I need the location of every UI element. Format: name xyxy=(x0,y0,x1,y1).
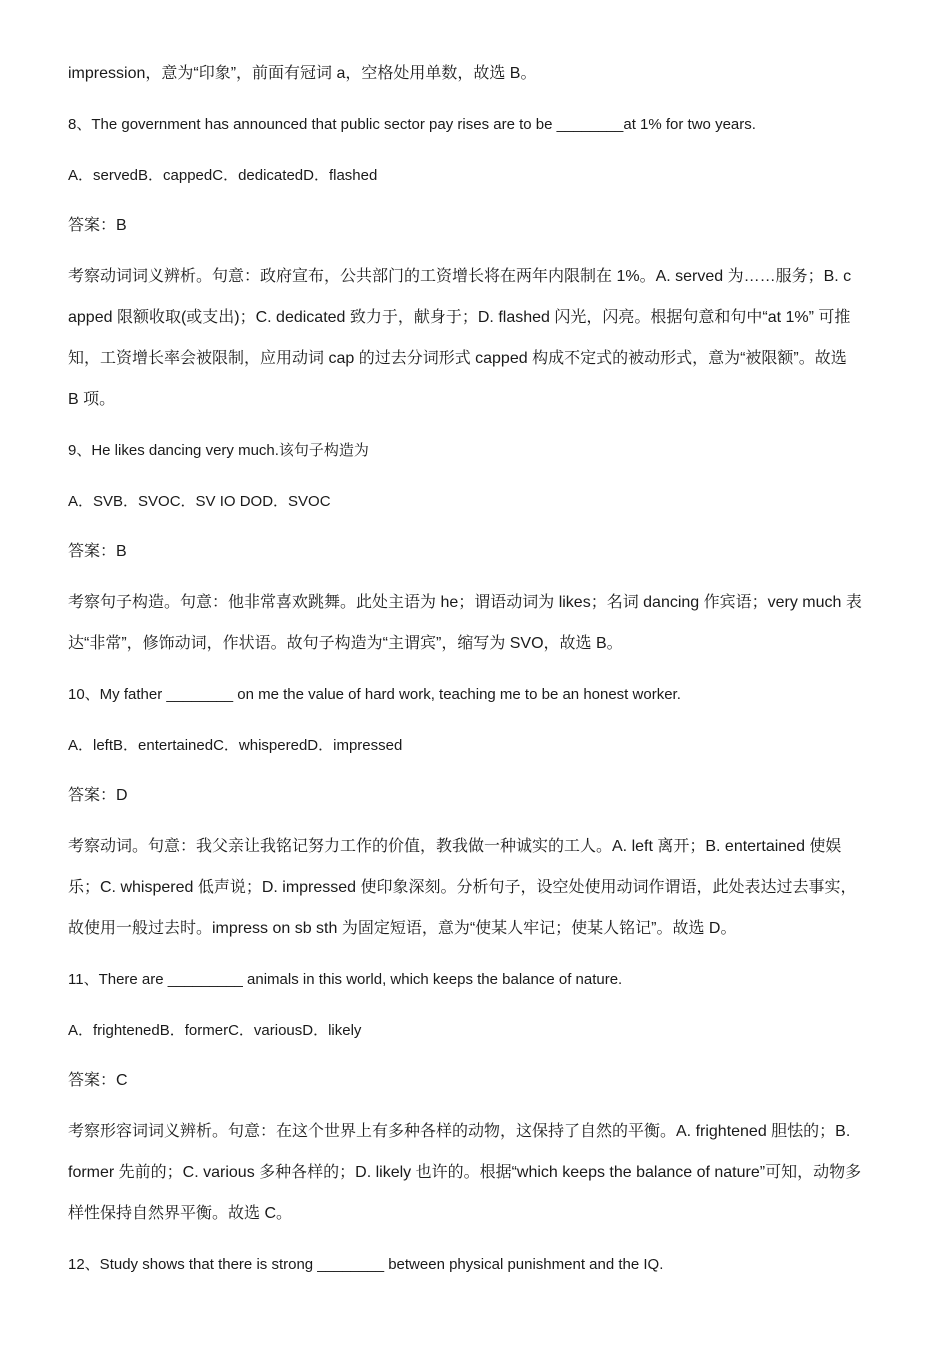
question-11-explanation xyxy=(68,1111,883,1234)
explanation-line: 知，工资增长率会被限制，应用动词 cap 的过去分词形式 capped 构成不定式的被动形式，意为“被限额”。故选 xyxy=(68,350,847,367)
explanation-line: 样性保持自然界平衡。故选 C。 xyxy=(68,1205,293,1222)
previous-explanation-end: impression，意为“印象”，前面有冠词 a，空格处用单数，故选 B。 xyxy=(68,65,537,82)
question-10-explanation xyxy=(68,826,883,949)
question-10-options: A．leftB．entertainedC．whisperedD．impressed xyxy=(68,737,403,754)
question-11-answer: 答案：C xyxy=(68,1072,128,1089)
question-8-answer: 答案：B xyxy=(68,217,127,234)
explanation-line: 考察形容词词义辨析。句意：在这个世界上有多种各样的动物，这保持了自然的平衡。A. frightened 胆怯的；B. xyxy=(68,1123,851,1140)
question-9-answer: 答案：B xyxy=(68,543,127,560)
explanation-line: 故使用一般过去时。impress on sb sth 为固定短语，意为“使某人牢记；使某人铭记”。故选 D。 xyxy=(68,920,737,937)
question-8-explanation xyxy=(68,256,883,420)
explanation-line: 考察动词。句意：我父亲让我铭记努力工作的价值，教我做一种诚实的工人。A. left 离开；B. entertained 使娱 xyxy=(68,838,842,855)
question-9: 9、He likes dancing very much.该句子构造为 xyxy=(68,442,369,459)
question-9-options: A．SVB．SVOC．SV IO DOD．SVOC xyxy=(68,493,331,510)
explanation-line: B 项。 xyxy=(68,391,116,408)
explanation-line: former 先前的；C. various 多种各样的；D. likely 也许的。根据“which keeps the balance of nature”可知，动物多 xyxy=(68,1164,862,1181)
question-10: 10、My father ________ on me the value of hard work, teaching me to be an honest worker. xyxy=(68,686,681,703)
question-11-options: A．frightenedB．formerC．variousD．likely xyxy=(68,1022,362,1039)
explanation-line: apped 限额收取(或支出)；C. dedicated 致力于，献身于；D. flashed 闪光，闪亮。根据句意和句中“at 1%” 可推 xyxy=(68,309,851,326)
question-8-options: A．servedB．cappedC．dedicatedD．flashed xyxy=(68,167,378,184)
question-9-explanation xyxy=(68,582,883,664)
question-10-answer: 答案：D xyxy=(68,787,128,804)
question-11: 11、There are _________ animals in this world, which keeps the balance of nature. xyxy=(68,971,623,988)
question-8: 8、The government has announced that public sector pay rises are to be ________at 1% for two years. xyxy=(68,116,756,133)
explanation-line: 乐；C. whispered 低声说；D. impressed 使印象深刻。分析句子，设空处使用动词作谓语，此处表达过去事实， xyxy=(68,879,857,896)
question-12: 12、Study shows that there is strong ________ between physical punishment and the IQ. xyxy=(68,1256,664,1273)
explanation-line: 考察句子构造。句意：他非常喜欢跳舞。此处主语为 he；谓语动词为 likes；名词 dancing 作宾语；very much 表 xyxy=(68,594,862,611)
explanation-line: 考察动词词义辨析。句意：政府宣布，公共部门的工资增长将在两年内限制在 1%。A. served 为……服务；B. c xyxy=(68,268,852,285)
explanation-line: 达“非常”，修饰动词，作状语。故句子构造为“主谓宾”，缩写为 SVO，故选 B。 xyxy=(68,635,623,652)
